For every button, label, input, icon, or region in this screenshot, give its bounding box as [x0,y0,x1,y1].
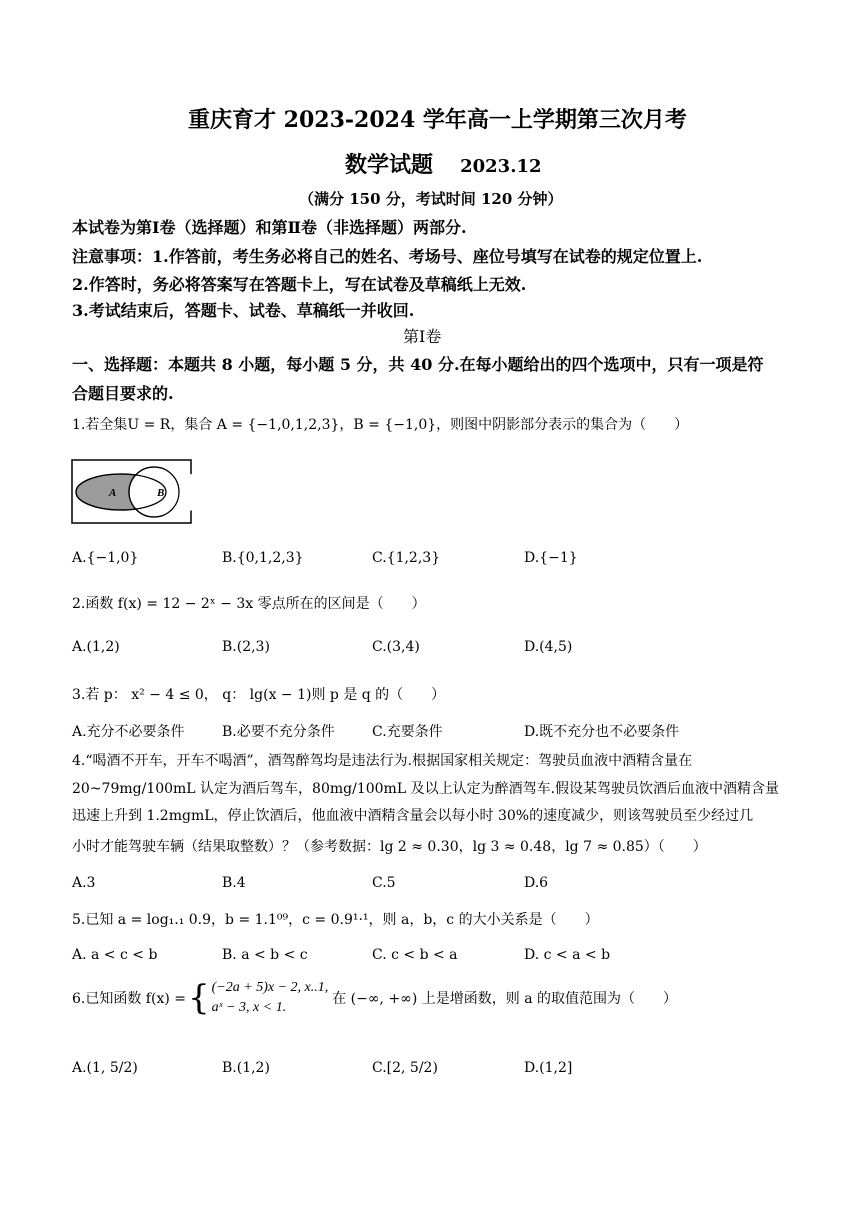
q1-option-d: D.{−1} [524,550,578,566]
q6-suffix: 在 (−∞, +∞) 上是增函数，则 a 的取值范围为（ ） [332,991,677,1008]
venn-label-b: B [157,487,165,499]
q5-option-c: C. c < b < a [372,947,458,963]
q4-option-d: D.6 [524,875,549,891]
q2-option-b: B.(2,3) [222,639,270,655]
q4-option-a: A.3 [72,875,96,891]
q5-option-a: A. a < c < b [72,947,158,963]
q4-option-c: C.5 [372,875,396,891]
q3-option-c: C.充要条件 [372,724,443,740]
q4-option-b: B.4 [222,875,246,891]
q6-cases [212,978,329,1019]
q3-stem: 3.若 p： x² − 4 ≤ 0， q： lg(x − 1)则 p 是 q 的（ ） [72,687,446,703]
exam-date: 2023.12 [460,156,542,177]
q6-case-1: (−2a + 5)x − 2, x..1, [211,980,329,995]
section-heading-line-2: 合题目要求的. [72,384,174,403]
venn-diagram [71,459,193,525]
instructions-intro: 本试卷为第Ⅰ卷（选择题）和第Ⅱ卷（非选择题）两部分. [72,218,467,237]
q1-stem: 1.若全集U = R，集合 A = {−1,0,1,2,3}，B = {−1,0}，则图中阴影部分表示的集合为（ ） [72,417,689,433]
q2-stem: 2.函数 f(x) = 12 − 2ˣ − 3x 零点所在的区间是（ ） [72,596,426,612]
q6-option-d: D.(1,2] [524,1060,573,1076]
q5-option-d: D. c < a < b [524,947,611,963]
q5-stem: 5.已知 a = log₁.₁ 0.9，b = 1.1⁰⁹，c = 0.9¹·¹，则 a，b，c 的大小关系是（ ） [72,912,599,928]
q6-option-b: B.(1,2) [222,1060,270,1076]
q4-line-3: 迅速上升到 1.2mgmL，停止饮酒后，他血液中酒精含量会以每小时 30%的速度减少，则该驾驶员至少经过几 [72,808,754,824]
q1-option-a: A.{−1,0} [72,550,139,566]
q6-option-c: C.[2, 5/2) [372,1060,438,1076]
q3-option-d: D.既不充分也不必要条件 [524,724,680,740]
q4-line-1: 4.“喝酒不开车，开车不喝酒”，酒驾醉驾均是违法行为.根据国家相关规定：驾驶员血液中酒精含量在 [72,753,693,769]
q4-line-4: 小时才能驾驶车辆（结果取整数）？（参考数据：lg 2 ≈ 0.30，lg 3 ≈ 0.48，lg 7 ≈ 0.85）（ ） [72,839,707,855]
instructions-note-2: 2.作答时，务必将答案写在答题卡上，写在试卷及草稿纸上无效. [72,275,527,294]
instructions-note-1: 注意事项：1.作答前，考生务必将自己的姓名、考场号、座位号填写在试卷的规定位置上. [72,247,703,266]
q6-stem [72,978,677,1019]
instructions-note-3: 3.考试结束后，答题卡、试卷、草稿纸一并收回. [72,301,415,320]
q4-line-2: 20~79mg/100mL 认定为酒后驾车，80mg/100mL 及以上认定为醉酒驾车.假设某驾驶员饮酒后血液中酒精含量 [72,781,780,797]
q6-case-2: aˣ − 3, x < 1. [211,1000,287,1016]
q6-option-a: A.(1, 5/2) [72,1060,138,1076]
exam-title: 重庆育才 2023-2024 学年高一上学期第三次月考 [188,107,687,133]
q6-prefix: 6.已知函数 f(x) = [72,991,186,1008]
score-time: （满分 150 分，考试时间 120 分钟） [299,190,563,208]
q1-option-c: C.{1,2,3} [372,550,441,566]
q3-option-a: A.充分不必要条件 [72,724,185,740]
q1-option-b: B.{0,1,2,3} [222,550,304,566]
subject-title: 数学试题 [345,152,434,178]
q2-option-a: A.(1,2) [72,639,120,655]
q6-brace: { [188,978,210,1019]
q3-option-b: B.必要不充分条件 [222,724,335,740]
q2-option-d: D.(4,5) [524,639,573,655]
subject-line [345,148,542,179]
q5-option-b: B. a < b < c [222,947,308,963]
venn-label-a: A [109,487,117,499]
section-heading-line-1: 一、选择题：本题共 8 小题，每小题 5 分，共 40 分.在每小题给出的四个选项中，只有一项是符 [72,355,764,374]
q2-option-c: C.(3,4) [372,639,420,655]
section-label: 第Ⅰ卷 [403,327,442,346]
